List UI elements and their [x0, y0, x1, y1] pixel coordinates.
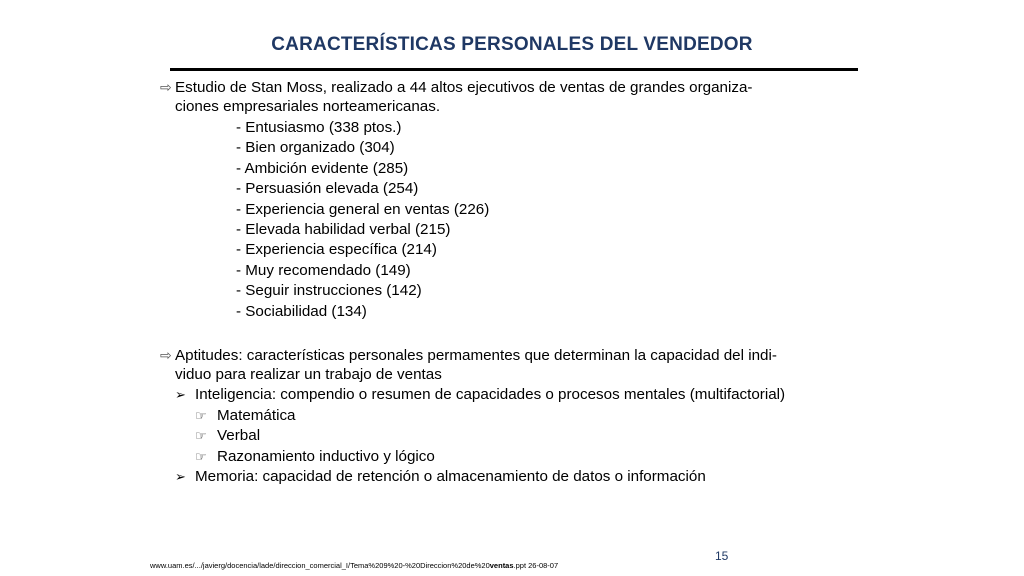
sub-item: ☞ Matemática	[195, 407, 296, 424]
list-item: - Entusiasmo (338 ptos.)	[236, 119, 402, 136]
section2-intro-cont: viduo para realizar un trabajo de ventas	[175, 366, 442, 383]
arrowhead-bullet-icon: ➢	[175, 469, 186, 484]
list-item: - Experiencia específica (214)	[236, 241, 437, 258]
section2-intro: ⇨ Aptitudes: características personales permamentes que determinan la capacidad del indi-	[160, 347, 777, 364]
memoria-item: ➢ Memoria: capacidad de retención o almacenamiento de datos o información	[175, 468, 706, 485]
list-item: - Elevada habilidad verbal (215)	[236, 221, 451, 238]
list-item: - Experiencia general en ventas (226)	[236, 201, 490, 218]
list-item: - Sociabilidad (134)	[236, 303, 367, 320]
list-item: - Bien organizado (304)	[236, 139, 395, 156]
sub-item: ☞ Razonamiento inductivo y lógico	[195, 448, 435, 465]
inteligencia-item: ➢ Inteligencia: compendio o resumen de capacidades o procesos mentales (multifactorial)	[175, 386, 786, 403]
list-item: - Persuasión elevada (254)	[236, 180, 419, 197]
pointing-hand-icon: ☞	[195, 428, 207, 443]
list-item: - Muy recomendado (149)	[236, 262, 411, 279]
footer-source-url: www.uam.es/.../javierg/docencia/lade/direccion_comercial_I/Tema%209%20-%20Direccion%20de%20ventas.ppt 26-08-07	[150, 561, 559, 570]
section1-intro-cont: ciones empresariales norteamericanas.	[175, 98, 441, 115]
outline-arrow-icon: ⇨	[160, 347, 172, 363]
page-number: 15	[715, 549, 729, 563]
slide-title: CARACTERÍSTICAS PERSONALES DEL VENDEDOR	[271, 34, 753, 55]
title-underline	[170, 68, 858, 71]
arrowhead-bullet-icon: ➢	[175, 387, 186, 402]
sub-item: ☞ Verbal	[195, 427, 261, 444]
pointing-hand-icon: ☞	[195, 408, 207, 423]
pointing-hand-icon: ☞	[195, 449, 207, 464]
list-item: - Seguir instrucciones (142)	[236, 282, 422, 299]
outline-arrow-icon: ⇨	[160, 79, 172, 95]
list-item: - Ambición evidente (285)	[236, 160, 409, 177]
section1-intro: ⇨ Estudio de Stan Moss, realizado a 44 altos ejecutivos de ventas de grandes organiza-	[160, 79, 753, 96]
